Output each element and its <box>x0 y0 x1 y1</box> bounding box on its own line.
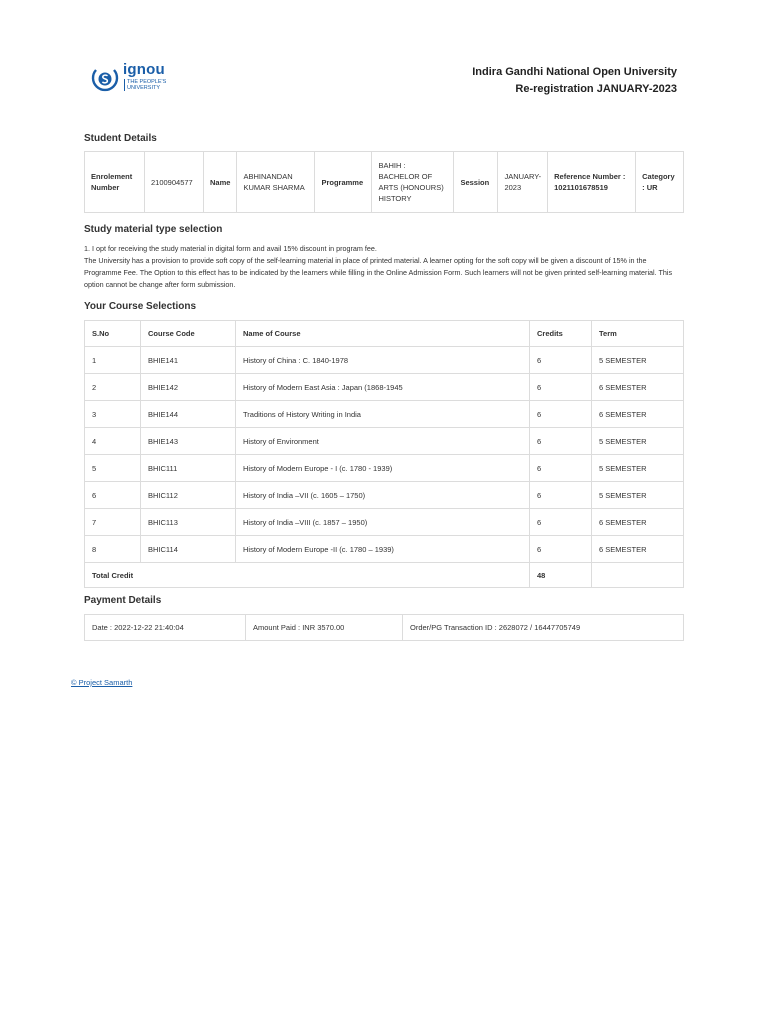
study-material-heading: Study material type selection <box>84 224 223 235</box>
category-cell <box>636 152 684 213</box>
course-term: 6 SEMESTER <box>592 374 684 401</box>
name-label: Name <box>204 152 237 213</box>
reference-label: Reference Number : <box>554 172 626 181</box>
session-label: Session <box>454 152 498 213</box>
course-sno: 1 <box>85 347 141 374</box>
student-details-row <box>85 152 684 213</box>
logo-wordmark: ignou <box>123 61 165 78</box>
reference-value: 1021101678519 <box>554 183 608 192</box>
course-credits: 6 <box>530 347 592 374</box>
course-code: BHIE143 <box>141 428 236 455</box>
payment-transaction-id: Order/PG Transaction ID : 2628072 / 16447705749 <box>403 615 684 641</box>
course-code: BHIE141 <box>141 347 236 374</box>
study-provision-paragraph: The University has a provision to provide soft copy of the self-learning material in place of printed material. A learner opting for the soft copy will be given a discount of 15% in the Programme Fee. The Option to this effect has to be indicated by the learners while filling in the Online Admission Form. Such learners will not be given printed self-learning material. This option cannot be change after form submission. <box>84 256 673 289</box>
course-name: Traditions of History Writing in India <box>236 401 530 428</box>
registration-title: Re-registration JANUARY-2023 <box>515 83 677 95</box>
course-sno: 7 <box>85 509 141 536</box>
course-term: 5 SEMESTER <box>592 455 684 482</box>
course-name: History of Modern Europe - I (c. 1780 - 1939) <box>236 455 530 482</box>
course-name: History of India –VII (c. 1605 – 1750) <box>236 482 530 509</box>
table-row <box>85 536 684 563</box>
category-value: : UR <box>642 183 658 192</box>
category-label: Category <box>642 172 675 181</box>
course-code: BHIE144 <box>141 401 236 428</box>
total-credit-row <box>85 563 684 588</box>
document-header <box>472 64 677 98</box>
course-name: History of Modern East Asia : Japan (1868-1945 <box>236 374 530 401</box>
table-row <box>85 482 684 509</box>
column-header-term: Term <box>592 321 684 347</box>
course-name: History of Modern Europe -II (c. 1780 – 1939) <box>236 536 530 563</box>
column-header-course-name: Name of Course <box>236 321 530 347</box>
payment-date: Date : 2022-12-22 21:40:04 <box>85 615 246 641</box>
course-credits: 6 <box>530 374 592 401</box>
course-code: BHIC112 <box>141 482 236 509</box>
payment-amount: Amount Paid : INR 3570.00 <box>246 615 403 641</box>
course-code: BHIC114 <box>141 536 236 563</box>
course-term: 6 SEMESTER <box>592 401 684 428</box>
name-value: ABHINANDAN KUMAR SHARMA <box>237 152 315 213</box>
column-header-credits: Credits <box>530 321 592 347</box>
course-code: BHIC113 <box>141 509 236 536</box>
ignou-emblem-icon <box>90 64 120 94</box>
table-row <box>85 347 684 374</box>
total-credit-label: Total Credit <box>85 563 530 588</box>
table-row <box>85 428 684 455</box>
table-row <box>85 374 684 401</box>
table-row <box>85 401 684 428</box>
course-credits: 6 <box>530 509 592 536</box>
student-details-table <box>84 151 684 213</box>
ignou-logo <box>90 62 180 98</box>
table-row <box>85 509 684 536</box>
table-header-row <box>85 321 684 347</box>
column-header-course-code: Course Code <box>141 321 236 347</box>
project-samarth-link[interactable]: © Project Samarth <box>71 678 133 687</box>
course-credits: 6 <box>530 482 592 509</box>
course-selections-table <box>84 320 684 588</box>
programme-value: BAHIH : BACHELOR OF ARTS (HONOURS) HISTORY <box>372 152 454 213</box>
university-name: Indira Gandhi National Open University <box>472 66 677 78</box>
course-sno: 6 <box>85 482 141 509</box>
session-value: JANUARY-2023 <box>498 152 548 213</box>
course-credits: 6 <box>530 536 592 563</box>
course-term: 6 SEMESTER <box>592 509 684 536</box>
course-sno: 8 <box>85 536 141 563</box>
payment-details-table <box>84 614 684 641</box>
course-sno: 5 <box>85 455 141 482</box>
enrolment-value: 2100904577 <box>145 152 204 213</box>
course-sno: 3 <box>85 401 141 428</box>
reference-cell <box>548 152 636 213</box>
study-material-text <box>84 243 686 291</box>
student-details-heading: Student Details <box>84 133 157 144</box>
payment-row <box>85 615 684 641</box>
course-term: 5 SEMESTER <box>592 482 684 509</box>
course-credits: 6 <box>530 455 592 482</box>
enrolment-label: Enrolement Number <box>85 152 145 213</box>
course-term: 5 SEMESTER <box>592 428 684 455</box>
course-credits: 6 <box>530 428 592 455</box>
course-term: 5 SEMESTER <box>592 347 684 374</box>
course-code: BHIE142 <box>141 374 236 401</box>
study-option-line: 1. I opt for receiving the study material in digital form and avail 15% discount in program fee. <box>84 244 377 253</box>
payment-details-heading: Payment Details <box>84 595 162 606</box>
course-name: History of India –VIII (c. 1857 – 1950) <box>236 509 530 536</box>
course-sno: 4 <box>85 428 141 455</box>
course-name: History of Environment <box>236 428 530 455</box>
column-header-sno: S.No <box>85 321 141 347</box>
course-term: 6 SEMESTER <box>592 536 684 563</box>
logo-tagline-line2: UNIVERSITY <box>127 85 161 91</box>
course-code: BHIC111 <box>141 455 236 482</box>
course-credits: 6 <box>530 401 592 428</box>
total-credit-value: 48 <box>530 563 592 588</box>
total-credit-empty <box>592 563 684 588</box>
course-name: History of China : C. 1840-1978 <box>236 347 530 374</box>
programme-label: Programme <box>315 152 372 213</box>
table-row <box>85 455 684 482</box>
course-selections-heading: Your Course Selections <box>84 301 197 312</box>
course-sno: 2 <box>85 374 141 401</box>
logo-tagline-line1: THE PEOPLE'S <box>127 79 167 85</box>
logo-tagline <box>124 79 166 91</box>
